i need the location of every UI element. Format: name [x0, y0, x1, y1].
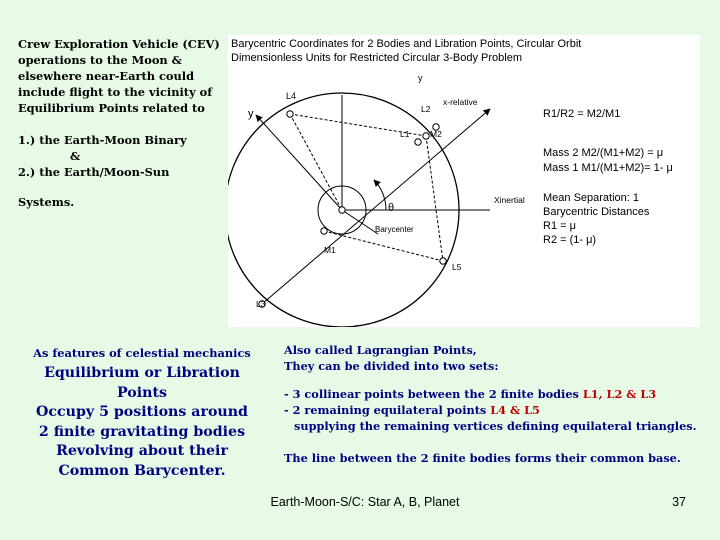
- l1-dot: [415, 139, 421, 145]
- m1-label: M1: [324, 245, 336, 255]
- common-base-line: The line between the 2 finite bodies forms their common base.: [284, 451, 681, 465]
- m2-dot: [423, 133, 429, 139]
- theta-arc: [374, 180, 386, 210]
- celestial-line5: Revolving about their: [56, 443, 228, 459]
- equilateral-line: [284, 402, 714, 418]
- l1-label: L1: [400, 129, 410, 139]
- legend-r1: R1 = μ: [543, 220, 576, 232]
- l5-dot: [440, 258, 446, 264]
- equilateral-points: L4 & L5: [490, 403, 540, 417]
- celestial-line2: Equilibrium or Libration Points: [44, 365, 240, 401]
- page-number: 37: [672, 495, 686, 509]
- sets-line2: They can be divided into two sets:: [284, 359, 499, 373]
- celestial-line4: 2 finite gravitating bodies: [38, 423, 246, 440]
- intro-paragraph: Crew Exploration Vehicle (CEV) operations to the Moon & elsewhere near-Earth could include flight to the vicinity of Equilibrium Points related to: [18, 37, 220, 115]
- legend-separation: Mean Separation: 1: [543, 192, 640, 204]
- equilateral-text: - 2 remaining equilateral points: [284, 403, 491, 417]
- m1-dot: [321, 228, 327, 234]
- legend-mass1: Mass 1 M1/(M1+M2)= 1- μ: [543, 162, 673, 174]
- footer-caption: Earth-Moon-S/C: Star A, B, Planet: [270, 495, 460, 509]
- legend-mass2: Mass 2 M2/(M1+M2) = μ: [543, 147, 664, 159]
- diagram-title-line2: Dimensionless Units for Restricted Circular 3-Body Problem: [231, 52, 522, 64]
- libration-diagram: [228, 35, 700, 327]
- legend-distances: Barycentric Distances: [543, 206, 650, 218]
- libration-diagram-svg: [228, 35, 700, 327]
- celestial-line1: As features of celestial mechanics: [33, 346, 251, 360]
- collinear-points: L1, L2 & L3: [582, 387, 657, 401]
- l4-label: L4: [286, 91, 297, 101]
- l4-dot: [287, 111, 293, 117]
- y-prime-label: y: [418, 73, 423, 83]
- l4-dashed-line: [290, 114, 342, 210]
- intro-item-earth-moon: 1.) the Earth-Moon Binary: [18, 133, 187, 147]
- x-relative-axis: [262, 109, 490, 304]
- barycenter-dot: [339, 207, 345, 213]
- intro-ampersand: &: [70, 149, 81, 163]
- legend-r2: R2 = (1- μ): [543, 234, 597, 246]
- intro-systems: Systems.: [18, 195, 75, 209]
- y-axis: [256, 115, 342, 210]
- intro-item-earth-moon-sun: 2.) the Earth/Moon-Sun: [18, 165, 170, 179]
- celestial-line6: Common Barycenter.: [58, 462, 226, 479]
- m2-l5-dashed-line: [426, 136, 443, 261]
- legend-ratio: R1/R2 = M2/M1: [543, 108, 621, 120]
- collinear-text: - 3 collinear points between the 2 finite bodies: [284, 387, 583, 401]
- celestial-mechanics-text: [18, 346, 266, 481]
- collinear-line: [284, 386, 714, 402]
- equilateral-continuation: supplying the remaining vertices defining equilateral triangles.: [294, 419, 697, 433]
- barycenter-label: Barycenter: [375, 225, 414, 234]
- theta-label: θ: [388, 202, 395, 214]
- y-label: y: [248, 108, 254, 120]
- intro-text: [18, 36, 230, 210]
- diagram-title-line1: Barycentric Coordinates for 2 Bodies and Libration Points, Circular Orbit: [231, 38, 582, 50]
- l3-label: L3: [256, 299, 266, 309]
- sets-line1: Also called Lagrangian Points,: [284, 343, 477, 357]
- l2-label: L2: [421, 104, 431, 114]
- lagrangian-sets-text: [284, 342, 714, 466]
- m2-label: M2: [430, 129, 442, 139]
- x-inertial-label: Xinertial: [494, 195, 525, 205]
- celestial-line3: Occupy 5 positions around: [36, 404, 248, 420]
- l5-label: L5: [452, 262, 462, 272]
- x-relative-label: x-relative: [443, 97, 478, 107]
